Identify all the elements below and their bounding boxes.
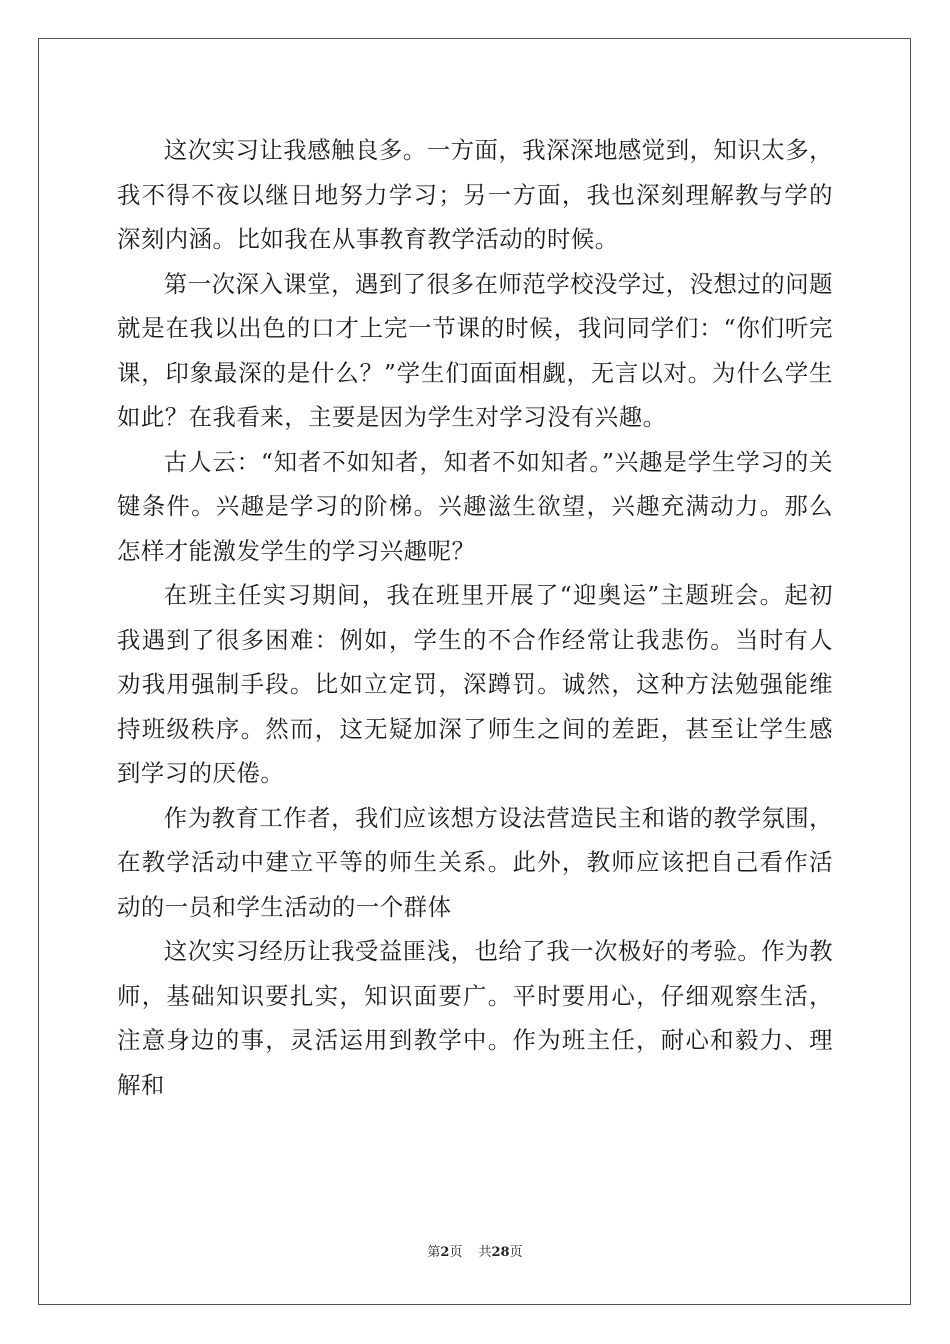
page-prefix: 第 bbox=[427, 1245, 441, 1260]
page-footer bbox=[0, 1244, 950, 1262]
paragraph: 第一次深入课堂，遇到了很多在师范学校没学过，没想过的问题就是在我以出色的口才上完一节课的时候，我问同学们：“你们听完课，印象最深的是什么？”学生们面面相觑，无言以对。为什么学生如此？在我看来，主要是因为学生对学习没有兴趣。 bbox=[117, 269, 833, 431]
paragraph: 这次实习让我感触良多。一方面，我深深地感觉到，知识太多，我不得不夜以继日地努力学习；另一方面，我也深刻理解教与学的深刻内涵。比如我在从事教育教学活动的时候。 bbox=[117, 136, 833, 253]
paragraph: 作为教育工作者，我们应该想方设法营造民主和谐的教学氛围，在教学活动中建立平等的师生关系。此外，教师应该把自己看作活动的一员和学生活动的一个群体 bbox=[117, 803, 833, 921]
document-body bbox=[117, 128, 833, 1107]
total-prefix: 共 bbox=[478, 1245, 492, 1260]
page-suffix: 页 bbox=[449, 1245, 463, 1260]
page-number: 2 bbox=[440, 1245, 450, 1260]
total-suffix: 页 bbox=[509, 1245, 523, 1260]
paragraph: 在班主任实习期间，我在班里开展了“迎奥运”主题班会。起初我遇到了很多困难：例如，学生的不合作经常让我悲伤。当时有人劝我用强制手段。比如立定罚，深蹲罚。诚然，这种方法勉强能维持班级秩序。然而，这无疑加深了师生之间的差距，甚至让学生感到学习的厌倦。 bbox=[117, 581, 833, 787]
paragraph: 这次实习经历让我受益匪浅，也给了我一次极好的考验。作为教师，基础知识要扎实，知识面要广。平时要用心，仔细观察生活，注意身边的事，灵活运用到教学中。作为班主任，耐心和毅力、理解和 bbox=[117, 937, 833, 1099]
paragraph: 古人云：“知者不如知者，知者不如知者。”兴趣是学生学习的关键条件。兴趣是学习的阶梯。兴趣滋生欲望，兴趣充满动力。那么怎样才能激发学生的学习兴趣呢？ bbox=[117, 447, 833, 565]
total-indicator bbox=[478, 1245, 522, 1260]
page-indicator bbox=[427, 1245, 462, 1260]
total-pages: 28 bbox=[491, 1245, 510, 1260]
